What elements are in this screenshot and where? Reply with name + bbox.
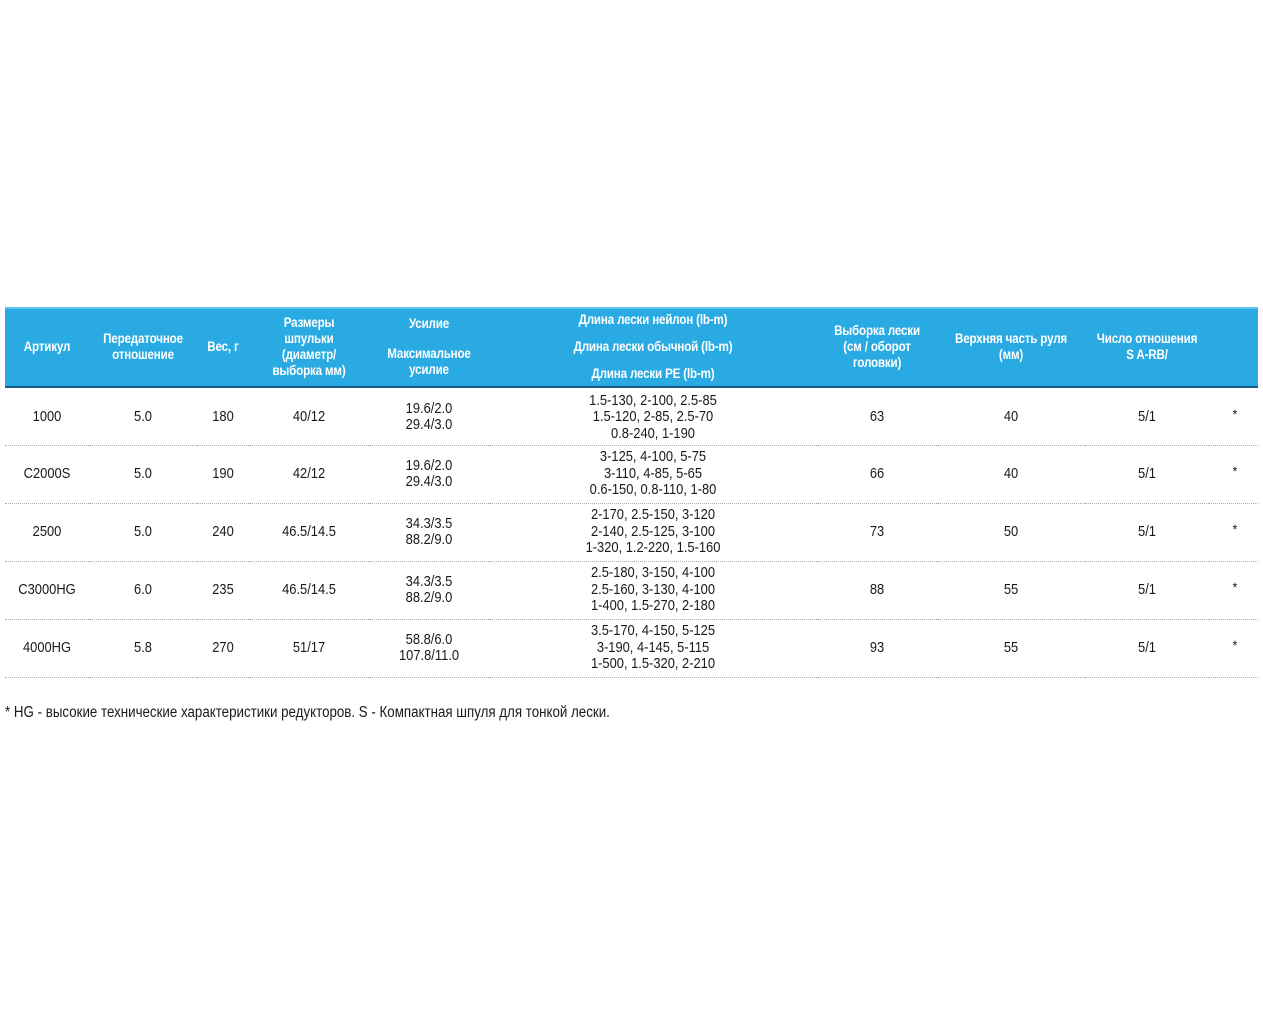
- header-spool-size: Размеры шпульки (диаметр/ выборка мм): [272, 314, 346, 378]
- cell-weight: 240: [212, 522, 234, 540]
- table-row: [5, 445, 1258, 503]
- header-row: [5, 307, 1258, 387]
- header-handle: Верхняя часть руля (мм): [954, 330, 1068, 362]
- table-body: [5, 387, 1258, 677]
- cell-retrieve: 66: [869, 464, 885, 482]
- cell-handle: 55: [1003, 638, 1019, 656]
- cell-article: C2000S: [23, 464, 71, 482]
- table-row: [5, 503, 1258, 561]
- cell-spool: 42/12: [292, 464, 326, 482]
- cell-spool: 40/12: [292, 408, 326, 425]
- cell-weight: 190: [212, 464, 234, 482]
- cell-weight: 235: [212, 580, 234, 598]
- cell-weight: 180: [212, 408, 234, 425]
- cell-mark: *: [1232, 462, 1238, 479]
- table-row: [5, 387, 1258, 445]
- cell-drag: 58.8/6.0 107.8/11.0: [398, 630, 460, 664]
- cell-article: 1000: [32, 408, 62, 425]
- table-row: [5, 619, 1258, 677]
- cell-spool: 46.5/14.5: [282, 522, 336, 540]
- cell-handle: 40: [1003, 464, 1019, 482]
- cell-gear-ratio: 6.0: [134, 580, 152, 598]
- cell-bearings: 5/1: [1138, 464, 1156, 482]
- cell-bearings: 5/1: [1138, 522, 1156, 540]
- cell-retrieve: 73: [869, 522, 885, 540]
- cell-drag: 34.3/3.5 88.2/9.0: [405, 514, 453, 548]
- cell-spool: 46.5/14.5: [282, 580, 336, 598]
- cell-retrieve: 93: [869, 638, 885, 656]
- cell-gear-ratio: 5.8: [134, 638, 152, 656]
- cell-bearings: 5/1: [1138, 638, 1156, 656]
- cell-handle: 55: [1003, 580, 1019, 598]
- cell-line-capacity: 2-170, 2.5-150, 3-120 2-140, 2.5-125, 3-100 1-320, 1.2-220, 1.5-160: [585, 506, 721, 557]
- cell-drag: 19.6/2.0 29.4/3.0: [405, 399, 453, 434]
- cell-gear-ratio: 5.0: [134, 464, 152, 482]
- specifications-table: [5, 307, 1258, 678]
- header-article: Артикул: [23, 338, 71, 354]
- footnote: * HG - высокие технические характеристики редукторов. S - Компактная шпуля для тонкой лески.: [5, 704, 610, 721]
- cell-retrieve: 88: [869, 580, 885, 598]
- cell-retrieve: 63: [869, 408, 885, 425]
- header-drag: Усилие Максимальное усилие: [387, 315, 471, 377]
- header-gear-ratio: Передаточное отношение: [103, 330, 183, 362]
- cell-article: 2500: [32, 522, 62, 540]
- cell-article: C3000HG: [18, 580, 76, 598]
- header-retrieve: Выборка лески (см / оборот головки): [834, 322, 920, 370]
- cell-line-capacity: 3-125, 4-100, 5-75 3-110, 4-85, 5-65 0.6-150, 0.8-110, 1-80: [589, 448, 717, 499]
- cell-article: 4000HG: [22, 638, 72, 656]
- cell-line-capacity: 3.5-170, 4-150, 5-125 3-190, 4-145, 5-115 1-500, 1.5-320, 2-210: [590, 622, 716, 673]
- cell-gear-ratio: 5.0: [134, 408, 152, 425]
- cell-drag: 19.6/2.0 29.4/3.0: [405, 456, 453, 490]
- cell-handle: 50: [1003, 522, 1019, 540]
- cell-line-capacity: 1.5-130, 2-100, 2.5-85 1.5-120, 2-85, 2.5-70 0.8-240, 1-190: [589, 391, 717, 442]
- header-bearings: Число отношения S A-RB/: [1096, 330, 1198, 362]
- cell-bearings: 5/1: [1138, 408, 1156, 425]
- cell-mark: *: [1232, 578, 1238, 595]
- cell-spool: 51/17: [292, 638, 326, 656]
- cell-bearings: 5/1: [1138, 580, 1156, 598]
- table-row: [5, 561, 1258, 619]
- cell-mark: *: [1232, 636, 1238, 653]
- cell-handle: 40: [1003, 408, 1019, 425]
- header-weight: Вес, г: [207, 338, 239, 354]
- header-line-capacity: Длина лески нейлон (lb-m) Длина лески обычной (lb-m) Длина лески PE (lb-m): [573, 311, 733, 381]
- table-header: [5, 307, 1258, 387]
- cell-mark: *: [1232, 520, 1238, 537]
- header-mark: [1212, 307, 1254, 387]
- cell-weight: 270: [212, 638, 234, 656]
- cell-drag: 34.3/3.5 88.2/9.0: [405, 572, 453, 606]
- cell-gear-ratio: 5.0: [134, 522, 152, 540]
- cell-mark: *: [1232, 406, 1238, 422]
- cell-line-capacity: 2.5-180, 3-150, 4-100 2.5-160, 3-130, 4-100 1-400, 1.5-270, 2-180: [590, 564, 716, 615]
